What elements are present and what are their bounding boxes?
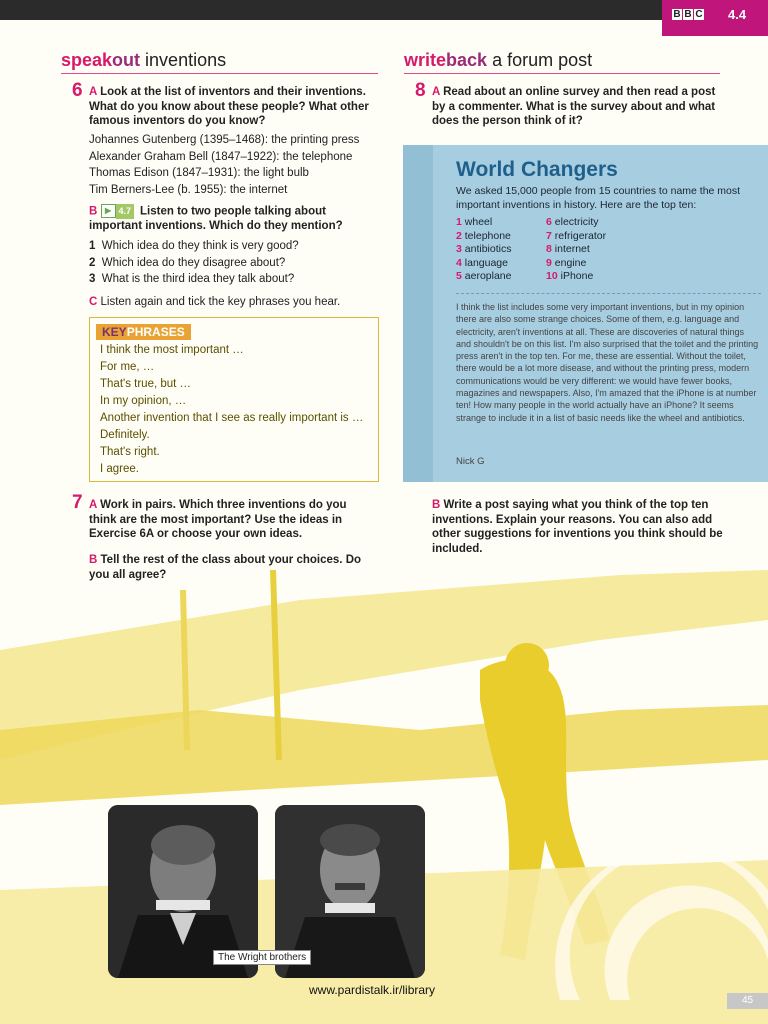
- panel-divider: [456, 293, 761, 294]
- top-ten-left: [456, 216, 556, 284]
- top-ten-item: 4 language: [456, 256, 508, 269]
- exercise-8-number: 8: [415, 80, 426, 101]
- question-item: 3 What is the third idea they talk about?: [89, 273, 295, 285]
- top-ten-item: 3 antibiotics: [456, 243, 512, 255]
- exercise-6b-questions: [89, 238, 384, 288]
- speakout-rule: [61, 73, 378, 74]
- exercise-6c: C Listen again and tick the key phrases you hear.: [89, 296, 341, 308]
- key-phrases-title: KEYPHRASES: [96, 323, 191, 341]
- footer-url[interactable]: www.pardistalk.ir/library: [309, 983, 436, 997]
- unit-number: 4.4: [728, 7, 747, 22]
- top-ten-item: 8 internet: [546, 243, 590, 255]
- writeback-rule: [404, 73, 720, 74]
- key-phrases-box: [89, 317, 379, 482]
- key-phrase: Another invention that I see as really important is …: [100, 412, 364, 424]
- exercise-8a: A Read about an online survey and then read a post by a commenter. What is the survey about and what does the person think of it?: [432, 86, 716, 127]
- play-audio-icon[interactable]: ▶: [101, 204, 116, 218]
- top-ten-item: 7 refrigerator: [546, 229, 607, 242]
- key-phrase: That's right.: [100, 446, 160, 458]
- question-item: 2 Which idea do they disagree about?: [89, 256, 286, 269]
- page-number: 45: [727, 993, 768, 1009]
- photo-caption: The Wright brothers: [213, 950, 311, 965]
- exercise-7-number: 7: [72, 492, 83, 513]
- inventors-list: [89, 132, 384, 198]
- top-ten-item: 1 wheel: [456, 216, 493, 228]
- exercise-7b: B Tell the rest of the class about your choices. Do you all agree?: [89, 554, 362, 581]
- key-phrase: I agree.: [100, 463, 139, 475]
- track-number: 4.7: [116, 204, 135, 219]
- forum-post-text: I think the list includes some very important inventions, but in my opinion there are also some strange choices. Some of them, e.g. language and electricity, aren't inventions at all. These are discoveries of natural things and shouldn't be on this list. I'm also surprised that the toilet and the printing press aren't in the top ten. For me, these are essential. Without the toilet, there would be a lot more disease, and without the printing press, modern communications would be very different: we would have fewer books, magazines and newspapers. Also, I'm amazed that the iPhone is at number ten! How many people in the world actually have an iPhone? It seems strange to include it in a list of basic needs like the wheel and antibiotics.: [456, 302, 759, 423]
- key-phrase: In my opinion, …: [100, 395, 187, 407]
- top-bar: [0, 0, 768, 20]
- exercise-7a: A Work in pairs. Which three inventions do you think are the most important? Use the ideas in Exercise 6A or choose your own ideas.: [89, 499, 347, 540]
- top-ten-item: 6 electricity: [546, 216, 599, 228]
- world-changers-panel: [403, 145, 768, 482]
- inventor-line: Johannes Gutenberg (1395–1468): the printing press: [89, 134, 360, 146]
- key-phrase: Definitely.: [100, 429, 150, 441]
- inventor-line: Alexander Graham Bell (1847–1922): the telephone: [89, 150, 353, 163]
- inventor-line: Tim Berners-Lee (b. 1955): the internet: [89, 183, 288, 196]
- top-ten-item: 9 engine: [546, 256, 587, 269]
- top-ten-item: 10 iPhone: [546, 270, 594, 282]
- key-phrase: That's true, but …: [100, 378, 192, 390]
- key-phrase: For me, …: [100, 361, 155, 373]
- exercise-6b: B ▶ 4.7 Listen to two people talking about important inventions. Which do they mention?: [89, 205, 343, 232]
- top-ten-item: 5 aeroplane: [456, 270, 512, 282]
- speakout-heading: speakout inventions: [61, 50, 227, 70]
- panel-intro: We asked 15,000 people from 15 countries to name the most important inventions in history. Here are the top ten:: [456, 185, 741, 211]
- exercise-6-number: 6: [72, 80, 83, 101]
- inventor-line: Thomas Edison (1847–1931): the light bulb: [89, 167, 309, 179]
- exercise-8b: B Write a post saying what you think of the top ten inventions. Explain your reasons. You can also add other suggestions for inventions you think should be included.: [432, 499, 723, 555]
- exercise-6a: A Look at the list of inventors and their inventions. What do you know about these people? What other famous inventors do you know?: [89, 86, 369, 127]
- question-item: 1 Which idea do they think is very good?: [89, 240, 299, 252]
- key-phrase: I think the most important …: [100, 344, 244, 356]
- panel-title: World Changers: [456, 158, 618, 181]
- bbc-logo: B B C: [673, 9, 703, 20]
- writeback-heading: writeback a forum post: [404, 50, 593, 70]
- top-ten-item: 2 telephone: [456, 229, 511, 242]
- panel-stripe: [403, 145, 433, 482]
- forum-post-signature: Nick G: [456, 456, 485, 467]
- top-ten-right: [546, 216, 666, 284]
